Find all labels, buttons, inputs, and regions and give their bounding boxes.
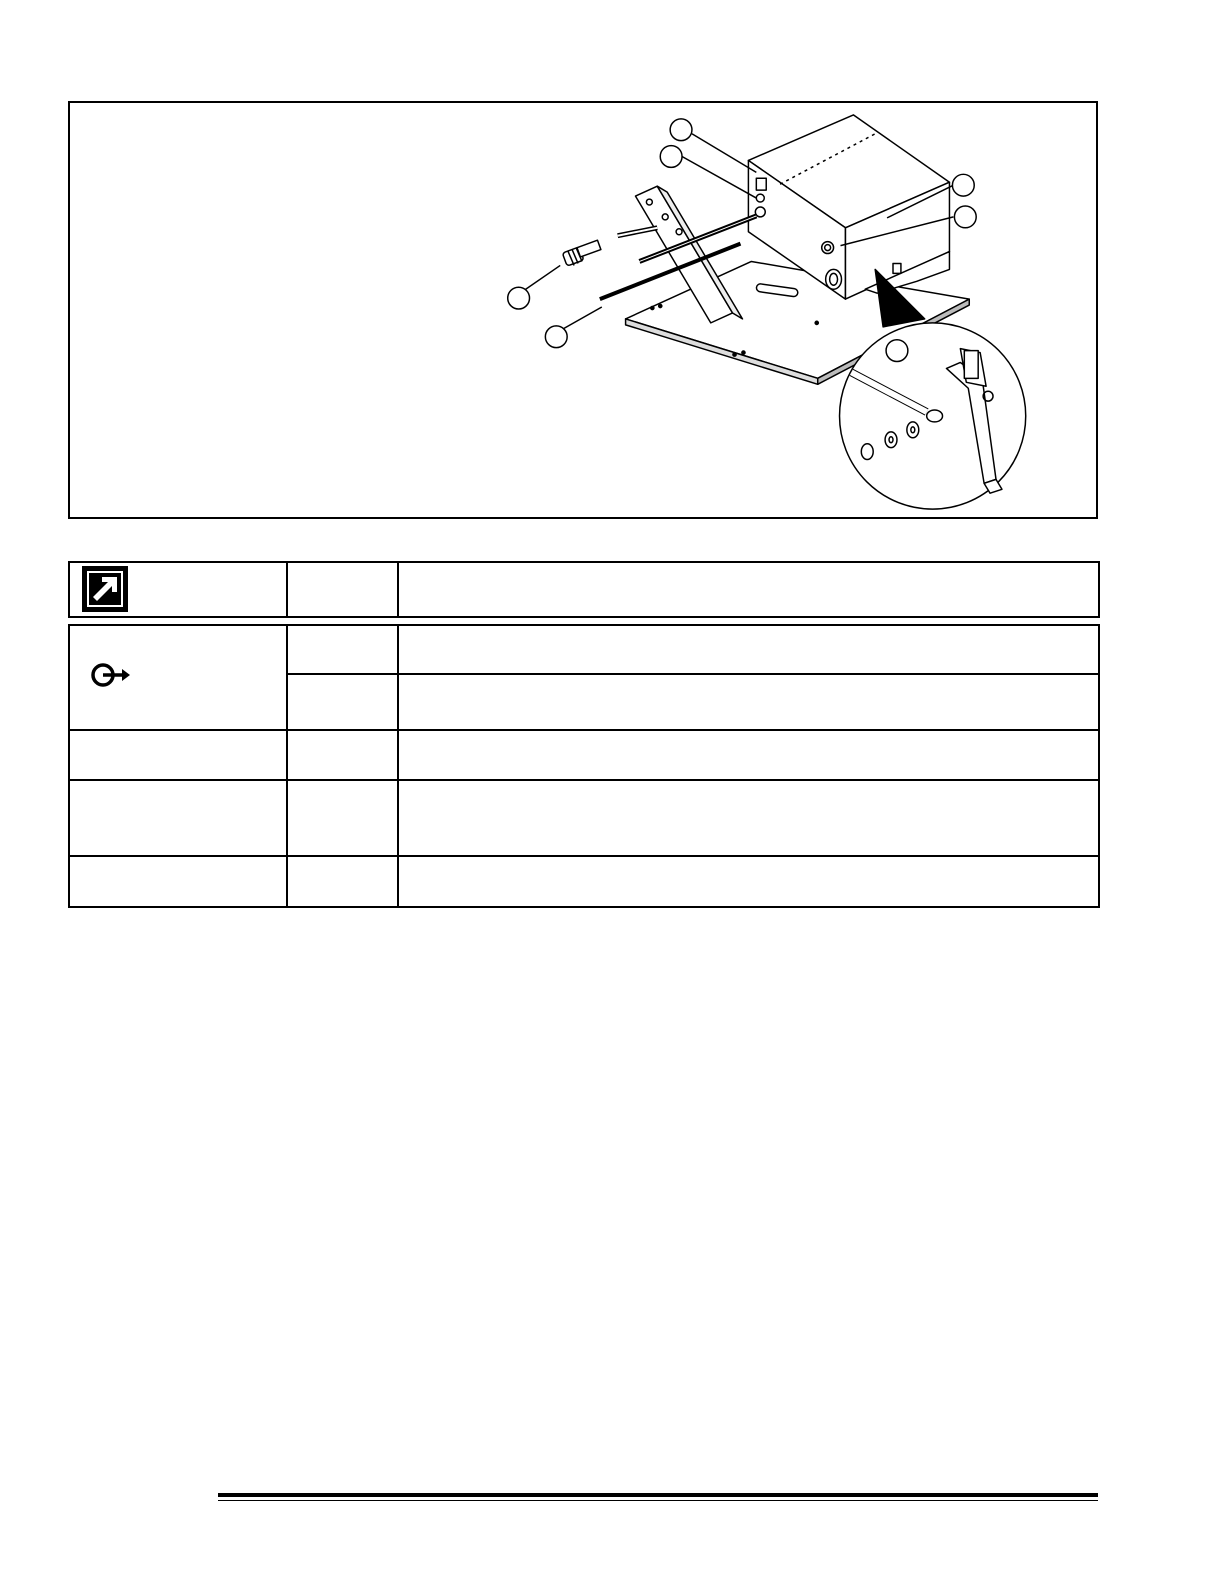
callout-circle [954,206,976,228]
table-row [68,624,1100,908]
reference-arrow-icon [82,566,128,612]
exploded-view-figure [68,101,1098,519]
callout-circle [660,146,682,168]
adjustment-knob [562,240,601,266]
footer-rule-thin [218,1500,1098,1501]
remove-arrow-icon [90,660,136,690]
table-row [68,561,1100,618]
exploded-view-illustration [70,103,1096,517]
footer-rule [218,1493,1098,1497]
callout-circle [670,119,692,141]
callout-circle [545,326,567,348]
callout-circle [886,340,908,362]
callout-circle [508,287,530,309]
callout-circle [952,174,974,196]
